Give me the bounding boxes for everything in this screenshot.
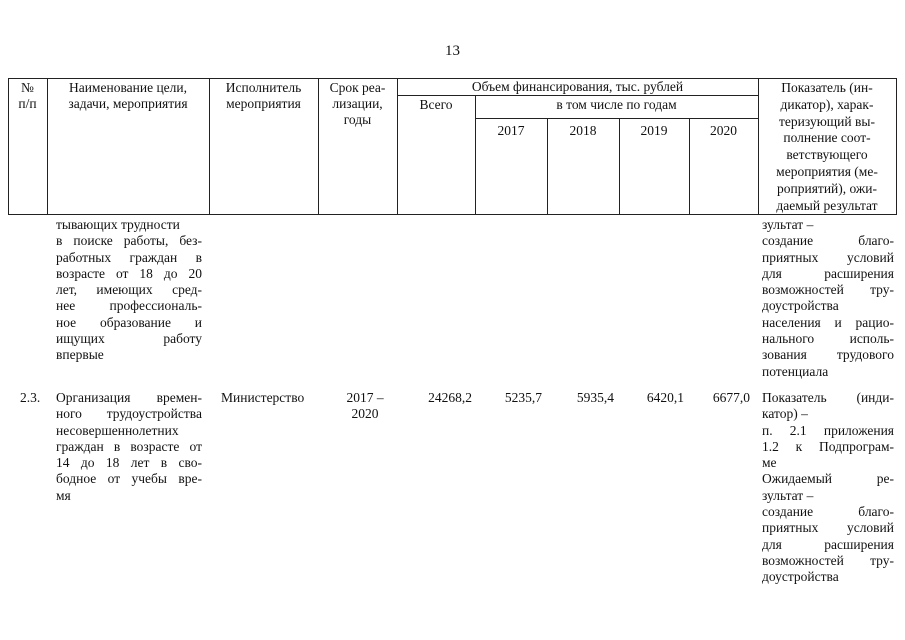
row-2017: 5235,7 [504,390,542,405]
header-indicator: Показатель (ин- дикатор), харак- теризующий вы- полнение соот- ветствующего мероприятия (ме- роприятий), ожи- даемый результат [776,80,878,213]
row-executor: Министерство [221,390,305,405]
continuation-indicator-cell: зультат – создание благо- приятных условий для расширения возможностей тру- доустройства населения и рацио- нального исполь- зования трудового потенциала [762,217,894,379]
row-2018: 5935,4 [576,390,614,405]
row-number: 2.3. [20,390,41,405]
header-num: № п/п [18,80,37,111]
header-year-2017: 2017 [497,123,525,138]
row-total: 24268,2 [428,390,472,405]
page-number: 13 [445,43,460,59]
row-2020: 6677,0 [712,390,750,405]
header-total: Всего [419,97,453,112]
header-year-2019: 2019 [640,123,668,138]
header-year-2020: 2020 [710,123,737,138]
row-2019: 6420,1 [646,390,684,405]
header-term: Срок реа- лизации, годы [329,80,386,127]
row-term: 2017 – 2020 [346,390,384,422]
header-funding: Объем финансирования, тыс. рублей [471,79,684,94]
continuation-name-cell: тывающих трудности в поиске работы, без- работных граждан в возрасте от 18 до 20 лет, имеющих сред- нее профессиональ- ное образование и ищущих работу впервые [56,217,202,363]
header-executor: Исполнитель мероприятия [225,80,302,111]
header-year-2018: 2018 [569,123,597,138]
header-name: Наименование цели, задачи, мероприятия [68,80,188,111]
row-name-cell: Организация времен- ного трудоустройства несовершеннолетних граждан в возрасте от 14 до 18 лет в сво- бодное от учебы вре- мя [56,390,202,503]
header-by-years: в том числе по годам [556,97,677,112]
row-indicator-cell: Показатель (инди- катор) – п. 2.1 приложения 1.2 к Подпрограм- ме Ожидаемый ре- зультат – создание благо- приятных условий для расширения возможностей тру- доустройства [762,390,894,585]
